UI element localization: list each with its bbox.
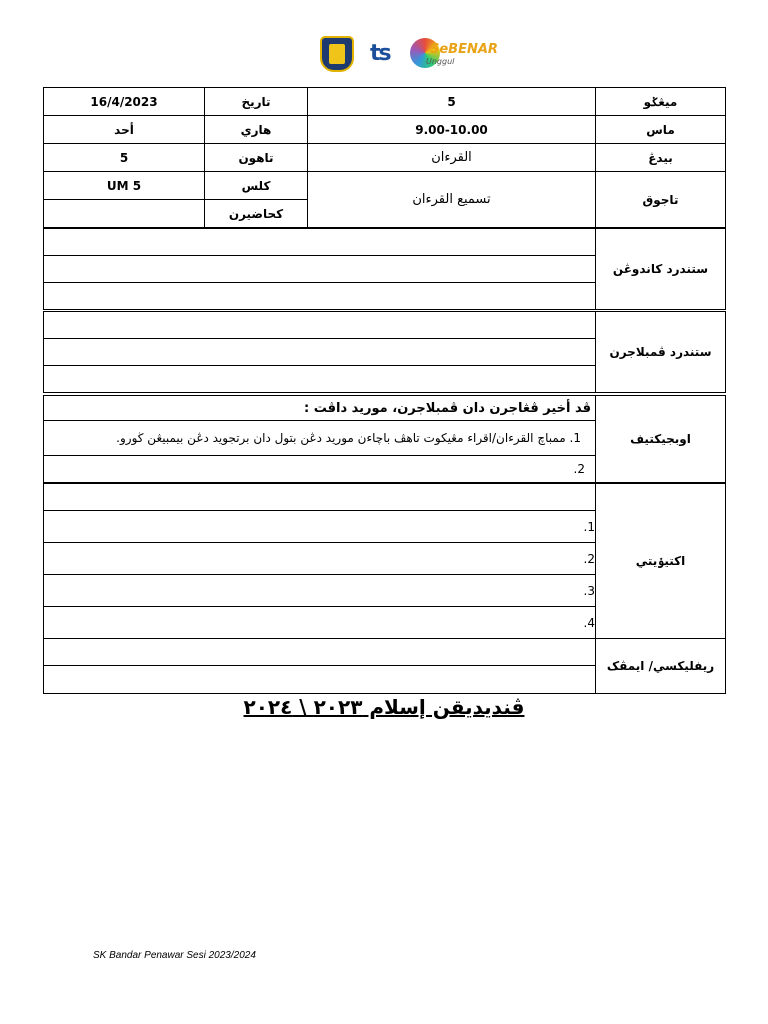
school-crest-icon — [320, 36, 354, 72]
hari-value: أحد — [44, 116, 205, 144]
masa-label: ماس — [596, 116, 726, 144]
standard-kandungan-label: ستندرد کاندوڠن — [596, 229, 726, 310]
standard-pembelajaran-row — [44, 339, 596, 366]
footer-note: SK Bandar Penawar Sesi 2023/2024 — [93, 950, 256, 961]
tajuk-value: تسميع القرءان — [308, 172, 596, 228]
standard-kandungan-row — [44, 256, 596, 283]
objektif-intro: ڤد أخير ڤڠاجرن دان ڤمبلاجرن، موريد داڤت : — [44, 396, 596, 421]
refleksi-row — [44, 666, 596, 694]
standard-pembelajaran-row — [44, 312, 596, 339]
standard-pembelajaran-table — [43, 311, 726, 393]
kelas-label: کلس — [205, 172, 308, 200]
tahun-label: تاهون — [205, 144, 308, 172]
tahun-value: 5 — [44, 144, 205, 172]
objektif-item: 2. — [44, 456, 596, 483]
kehadiran-value — [44, 200, 205, 228]
kelas-value: UM 5 — [44, 172, 205, 200]
subject-title — [0, 695, 768, 719]
aktiviti-row: 4. — [44, 607, 596, 639]
hari-label: هاري — [205, 116, 308, 144]
standard-kandungan-row — [44, 229, 596, 256]
standard-kandungan-row — [44, 283, 596, 310]
minggu-label: ميڠݢو — [596, 88, 726, 116]
objektif-label: اوبجيکتيف — [596, 396, 726, 483]
minggu-value: 5 — [308, 88, 596, 116]
aktiviti-table — [43, 483, 726, 639]
aktiviti-row: 3. — [44, 575, 596, 607]
refleksi-label: ريفليکسي/ ايمڤک — [596, 639, 726, 694]
aktiviti-label: اکتيۏيتي — [596, 484, 726, 639]
kehadiran-label: کحاضيرن — [205, 200, 308, 228]
refleksi-row — [44, 639, 596, 666]
aktiviti-row — [44, 484, 596, 511]
refleksi-table — [43, 638, 726, 694]
bidang-value: القرءان — [308, 144, 596, 172]
header-logos — [318, 34, 504, 74]
lesson-info-table — [43, 87, 726, 228]
aktiviti-row: 1. — [44, 511, 596, 543]
aktiviti-row: 2. — [44, 543, 596, 575]
masa-value: 9.00-10.00 — [308, 116, 596, 144]
tajuk-label: تاجوق — [596, 172, 726, 228]
objektif-table — [43, 395, 726, 483]
objektif-item: 1. ممباچ القرءان/اقراء مڠيکوت تاهڤ باچاءن موريد دڠن بتول دان برتجويد دڠن بيمبيڠن ڬورو. — [44, 421, 596, 456]
tarikh-label: تاريخ — [205, 88, 308, 116]
standard-pembelajaran-row — [44, 366, 596, 393]
bidang-label: بيدڠ — [596, 144, 726, 172]
standard-pembelajaran-label: ستندرد ڤمبلاجرن — [596, 312, 726, 393]
tarikh-value: 16/4/2023 — [44, 88, 205, 116]
standard-kandungan-table — [43, 228, 726, 310]
sebenar-logo-icon: SeBENAR Unggul — [410, 36, 502, 72]
subject-title-text: ڤنديديقن إسلام ٢٠٢٣ \ ٢٠٢٤ — [243, 695, 525, 719]
ts-logo-icon: ts — [370, 41, 390, 66]
